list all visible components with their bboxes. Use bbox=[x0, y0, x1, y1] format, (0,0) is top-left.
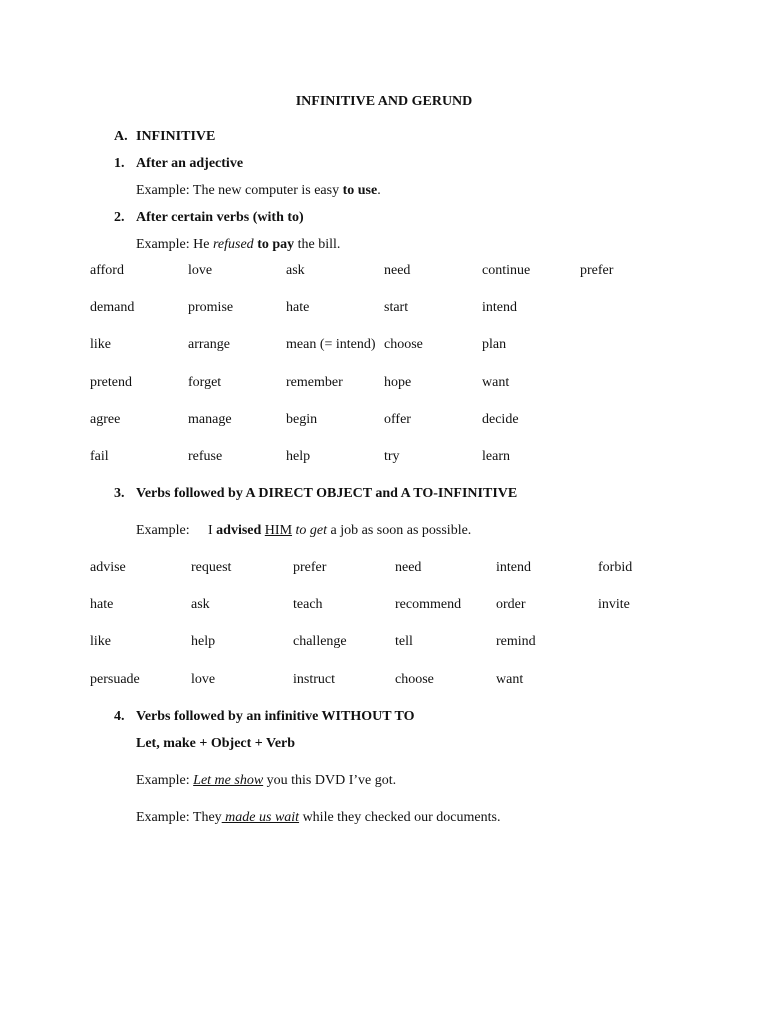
item-2-heading bbox=[114, 210, 304, 226]
item-number: 4. bbox=[114, 709, 125, 724]
example-text: Example: They bbox=[136, 810, 222, 825]
item-4-subheading: Let, make + Object + Verb bbox=[136, 736, 296, 751]
example-text: Example: The new computer is easy bbox=[136, 183, 343, 198]
section-label: INFINITIVE bbox=[136, 129, 216, 144]
verb-item: afford bbox=[90, 263, 124, 278]
verb-item: mean (= intend) bbox=[286, 337, 376, 353]
verb-item: need bbox=[384, 263, 411, 278]
example-text: I bbox=[208, 523, 217, 538]
verb-item: persuade bbox=[90, 671, 140, 687]
verb-item: instruct bbox=[293, 671, 335, 687]
verb-item: choose bbox=[395, 671, 434, 687]
verb-item: like bbox=[90, 634, 111, 650]
verb-item: hate bbox=[286, 300, 310, 316]
verb-item: forget bbox=[188, 374, 222, 390]
verb-item: continue bbox=[482, 263, 531, 278]
verb-item: demand bbox=[90, 300, 135, 316]
verb-item: prefer bbox=[293, 560, 327, 575]
section-letter: A. bbox=[114, 129, 128, 144]
example-text: Example: bbox=[136, 773, 194, 788]
verb-item: learn bbox=[482, 449, 510, 464]
verb-item: prefer bbox=[580, 263, 614, 278]
verb-item: arrange bbox=[188, 337, 230, 353]
item-1-example bbox=[136, 183, 381, 199]
item-heading-text: After certain verbs (with to) bbox=[136, 210, 304, 225]
item-4-example-2 bbox=[136, 810, 500, 826]
page-title: INFINITIVE AND GERUND bbox=[295, 94, 473, 109]
verb-item: remember bbox=[286, 374, 343, 390]
verb-item: plan bbox=[482, 337, 507, 353]
verb-item: intend bbox=[482, 300, 517, 316]
verb-item: hope bbox=[384, 374, 412, 390]
verb-item: advise bbox=[90, 560, 126, 575]
verb-item: order bbox=[496, 597, 526, 613]
example-label: Example: bbox=[136, 523, 190, 538]
example-underline-italic: Let me show bbox=[193, 773, 264, 788]
verb-item: remind bbox=[496, 634, 536, 650]
example-italic: to get bbox=[292, 523, 328, 538]
verb-item: hate bbox=[90, 597, 114, 613]
verb-item: ask bbox=[191, 597, 210, 613]
verb-item: love bbox=[191, 671, 216, 687]
verb-item: tell bbox=[395, 634, 413, 650]
verb-item: like bbox=[90, 337, 111, 353]
item-3-example bbox=[136, 523, 471, 539]
example-suffix: a job as soon as possible. bbox=[327, 523, 472, 538]
verb-item: start bbox=[384, 300, 409, 316]
item-heading-text: Verbs followed by A DIRECT OBJECT and A TO-INFINITIVE bbox=[136, 486, 518, 501]
example-suffix: . bbox=[377, 183, 381, 198]
verb-item: request bbox=[191, 560, 232, 575]
verb-item: love bbox=[188, 263, 213, 278]
item-4-example-1 bbox=[136, 773, 396, 789]
verb-item: ask bbox=[286, 263, 305, 278]
verb-item: agree bbox=[90, 411, 121, 427]
verb-item: want bbox=[496, 671, 524, 687]
verb-item: fail bbox=[90, 449, 109, 464]
verb-item: challenge bbox=[293, 634, 347, 650]
example-underline: HIM bbox=[264, 523, 293, 538]
example-bold: advised bbox=[216, 523, 262, 538]
example-suffix: the bill. bbox=[294, 237, 341, 252]
example-suffix: while they checked our documents. bbox=[299, 810, 501, 825]
item-number: 3. bbox=[114, 486, 125, 501]
verb-item: decide bbox=[482, 411, 519, 427]
verb-item: choose bbox=[384, 337, 423, 353]
verb-item: help bbox=[286, 449, 311, 464]
verb-item: teach bbox=[293, 597, 323, 613]
verb-item: forbid bbox=[598, 560, 633, 575]
example-italic: refused bbox=[212, 237, 254, 252]
verb-item: pretend bbox=[90, 374, 132, 390]
example-underline-italic: made us wait bbox=[221, 810, 300, 825]
verb-item: recommend bbox=[395, 597, 462, 613]
verb-item: promise bbox=[188, 300, 234, 316]
item-4-heading bbox=[114, 709, 415, 725]
item-1-heading bbox=[114, 156, 243, 172]
verb-item: need bbox=[395, 560, 422, 575]
verb-item: help bbox=[191, 634, 216, 650]
example-bold: to use bbox=[342, 183, 378, 198]
verb-item: offer bbox=[384, 411, 411, 427]
verb-item: try bbox=[384, 449, 400, 464]
example-bold: to pay bbox=[253, 237, 295, 252]
item-number: 2. bbox=[114, 210, 125, 225]
verb-item: intend bbox=[496, 560, 531, 575]
section-a-heading bbox=[114, 129, 215, 145]
item-2-example bbox=[136, 237, 340, 253]
verb-item: want bbox=[482, 374, 510, 390]
verb-item: manage bbox=[188, 411, 232, 427]
item-heading-text: After an adjective bbox=[136, 156, 244, 171]
example-suffix: you this DVD I’ve got. bbox=[263, 773, 397, 788]
verb-item: invite bbox=[598, 597, 630, 613]
verb-item: begin bbox=[286, 411, 318, 427]
item-heading-text: Verbs followed by an infinitive WITHOUT TO bbox=[136, 709, 415, 724]
item-3-heading bbox=[114, 486, 517, 502]
item-number: 1. bbox=[114, 156, 125, 171]
verb-item: refuse bbox=[188, 449, 223, 464]
example-text: Example: He bbox=[136, 237, 213, 252]
